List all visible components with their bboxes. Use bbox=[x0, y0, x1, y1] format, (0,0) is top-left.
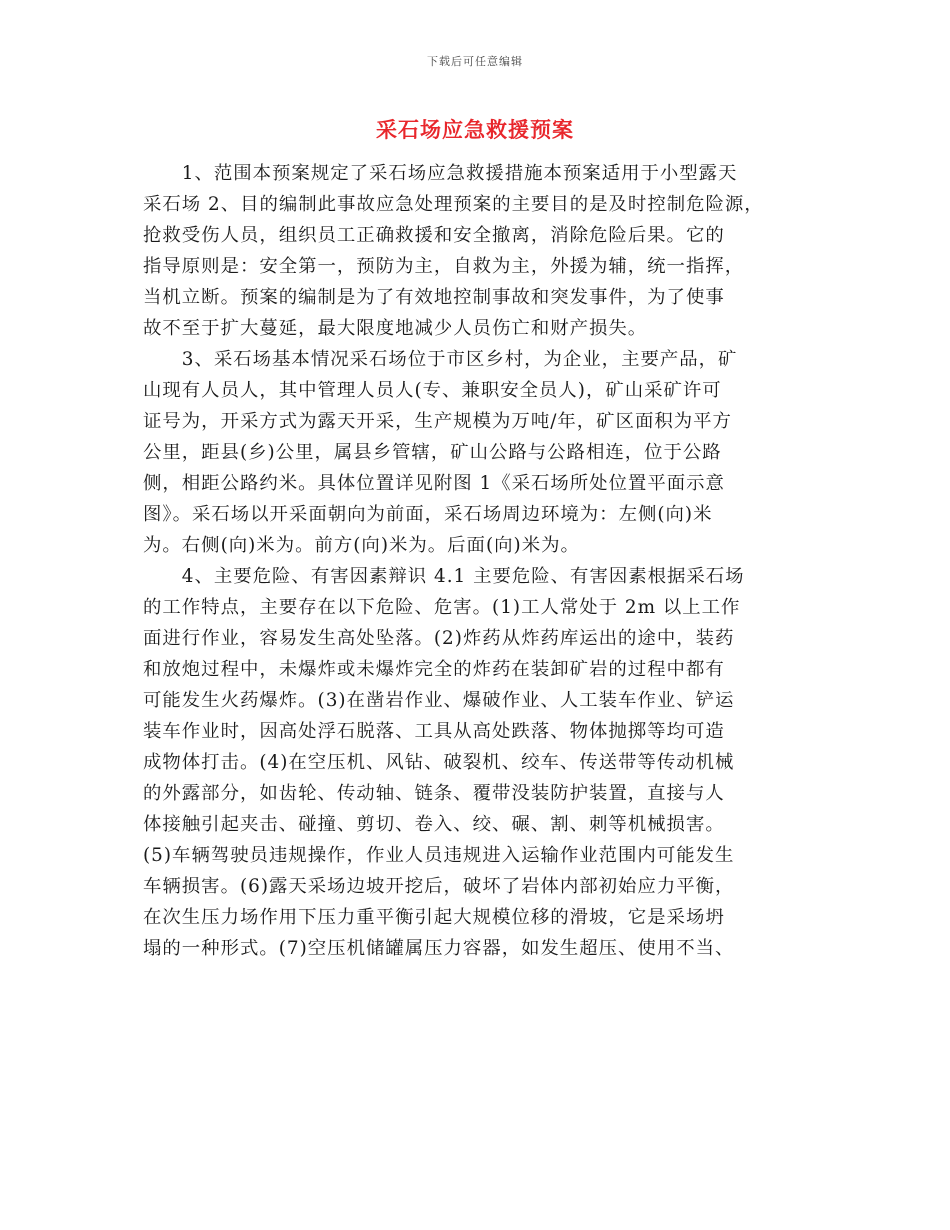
text-line: 和放炮过程中，未爆炸或未爆炸完全的炸药在装卸矿岩的过程中都有 bbox=[143, 659, 725, 680]
text-line: 证号为，开采方式为露天开采，生产规模为万吨/年，矿区面积为平方 bbox=[143, 411, 732, 432]
text-line: 的工作特点，主要存在以下危险、危害。(1)工人常处于 2m 以上工作 bbox=[143, 597, 741, 618]
text-line: 公里，距县(乡)公里，属县乡管辖，矿山公路与公路相连，位于公路 bbox=[143, 442, 722, 463]
text-line: 塌的一种形式。(7)空压机储罐属压力容器，如发生超压、使用不当、 bbox=[143, 938, 735, 959]
text-line: 图》。采石场以开采面朝向为前面，采石场周边环境为：左侧(向)米 bbox=[143, 504, 713, 525]
text-line: 面进行作业，容易发生高处坠落。(2)炸药从炸药库运出的途中，装药 bbox=[143, 628, 735, 649]
text-line: 1、范围本预案规定了采石场应急救援措施本预案适用于小型露天 bbox=[143, 163, 738, 184]
text-line: 可能发生火药爆炸。(3)在凿岩作业、爆破作业、人工装车作业、铲运 bbox=[143, 690, 735, 711]
text-line: 成物体打击。(4)在空压机、风钻、破裂机、绞车、传送带等传动机械 bbox=[143, 752, 735, 773]
text-line: 侧，相距公路约米。具体位置详见附图 1《采石场所处位置平面示意 bbox=[143, 473, 725, 494]
text-line: 的外露部分，如齿轮、传动轴、链条、覆带没装防护装置，直接与人 bbox=[143, 783, 725, 804]
text-line: 当机立断。预案的编制是为了有效地控制事故和突发事件，为了使事 bbox=[143, 287, 725, 308]
paragraph-2 bbox=[143, 344, 815, 561]
text-line: 在次生压力场作用下压力重平衡引起大规模位移的滑坡，它是采场坍 bbox=[143, 907, 725, 928]
text-line: 体接触引起夹击、碰撞、剪切、卷入、绞、碾、割、刺等机械损害。 bbox=[143, 814, 725, 835]
text-line: 故不至于扩大蔓延，最大限度地减少人员伤亡和财产损失。 bbox=[143, 318, 648, 339]
paragraph-1 bbox=[143, 158, 815, 344]
text-line: 为。右侧(向)米为。前方(向)米为。后面(向)米为。 bbox=[143, 535, 580, 556]
document-body bbox=[143, 158, 815, 964]
text-line: 装车作业时，因高处浮石脱落、工具从高处跌落、物体抛掷等均可造 bbox=[143, 721, 725, 742]
text-line: (5)车辆驾驶员违规操作，作业人员违规进入运输作业范围内可能发生 bbox=[143, 845, 735, 866]
header-note: 下载后可任意编辑 bbox=[427, 55, 523, 68]
paragraph-3 bbox=[143, 561, 815, 964]
text-line: 4、主要危险、有害因素辩识 4.1 主要危险、有害因素根据采石场 bbox=[143, 566, 745, 587]
text-line: 采石场 2、目的编制此事故应急处理预案的主要目的是及时控制危险源， bbox=[143, 194, 764, 215]
text-line: 车辆损害。(6)露天采场边坡开挖后，破坏了岩体内部初始应力平衡， bbox=[143, 876, 735, 897]
text-line: 3、采石场基本情况采石场位于市区乡村，为企业，主要产品，矿 bbox=[143, 349, 738, 370]
document-title: 采石场应急救援预案 bbox=[376, 117, 574, 142]
text-line: 抢救受伤人员，组织员工正确救援和安全撤离，消除危险后果。它的 bbox=[143, 225, 725, 246]
text-line: 指导原则是：安全第一，预防为主，自救为主，外援为辅，统一指挥， bbox=[143, 256, 745, 277]
text-line: 山现有人员人，其中管理人员人(专、兼职安全员人)，矿山采矿许可 bbox=[143, 380, 722, 401]
